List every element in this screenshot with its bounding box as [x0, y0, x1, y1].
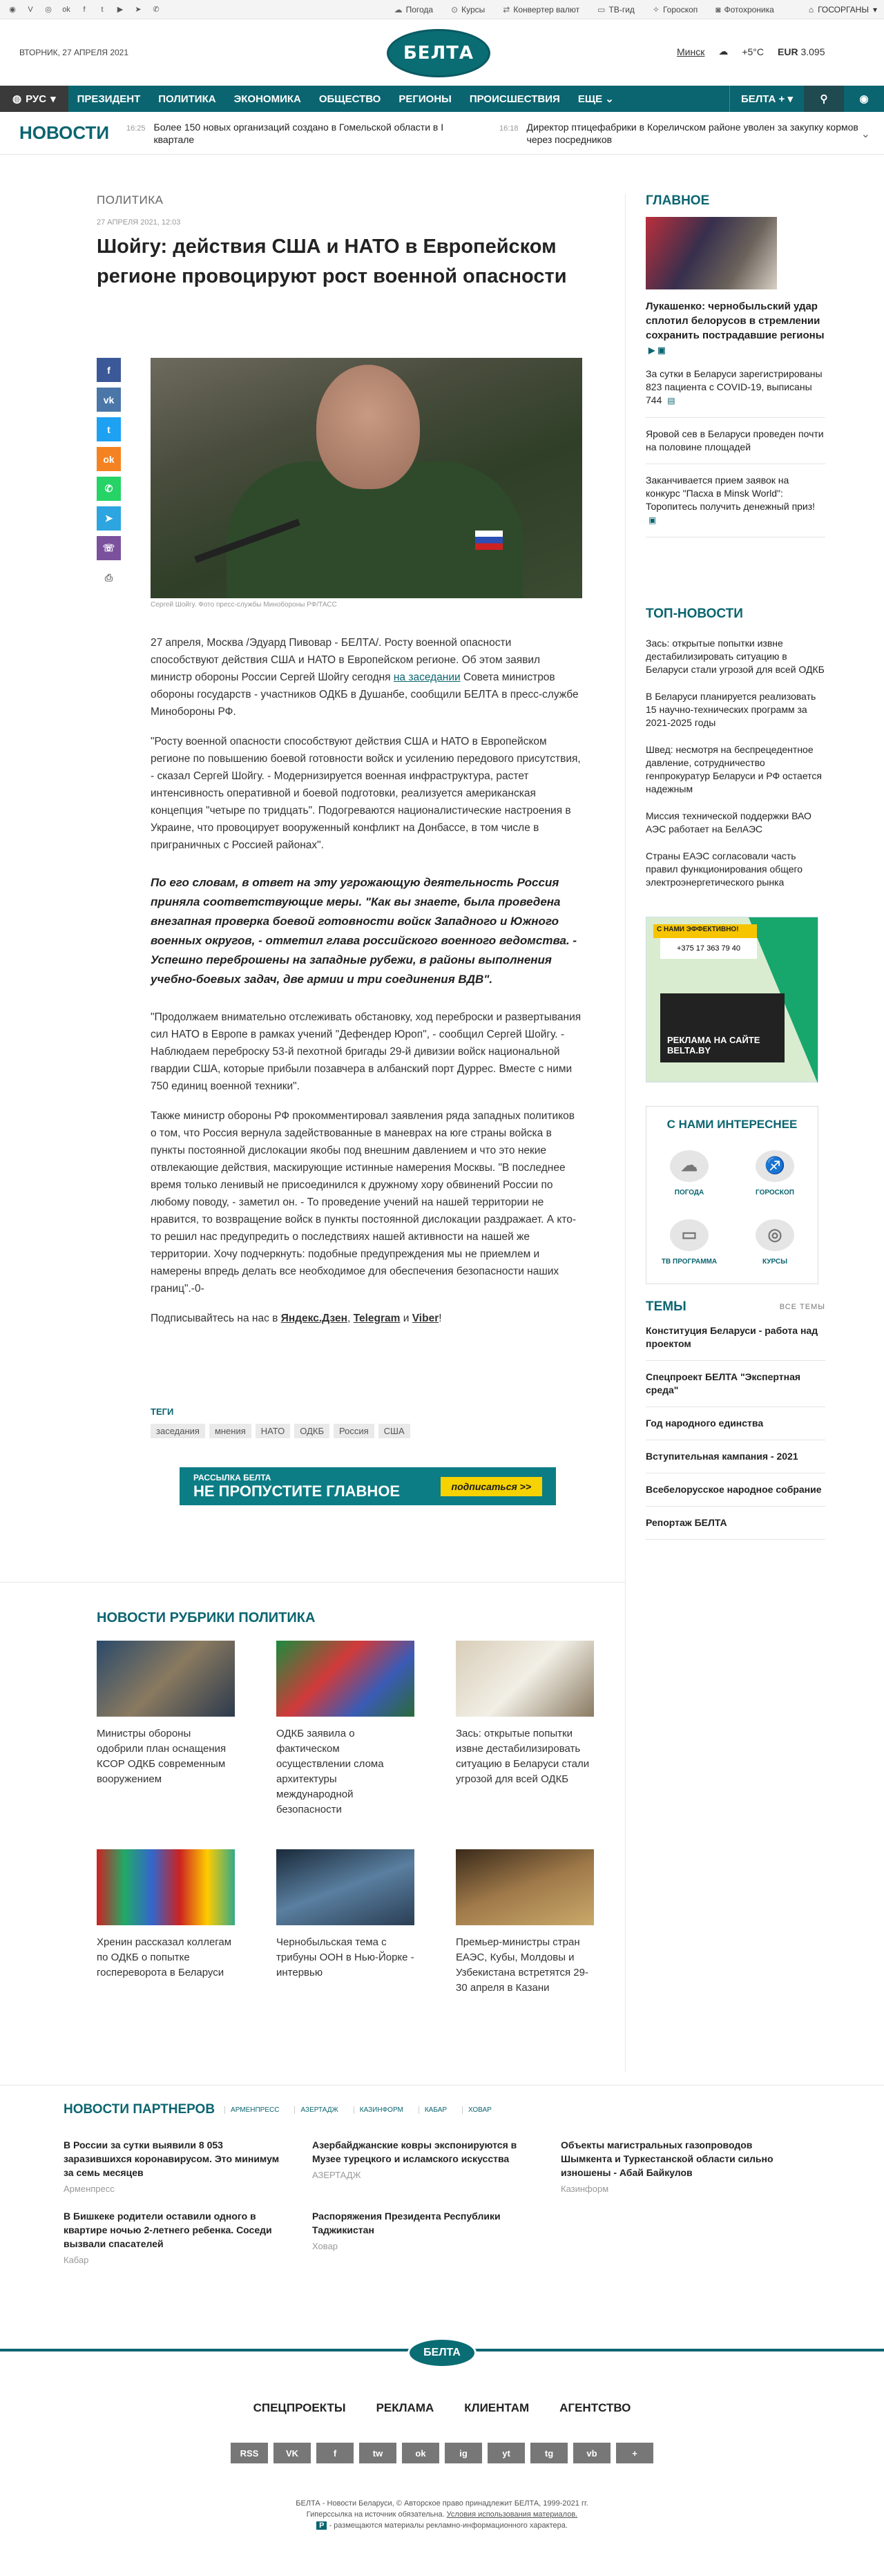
facebook-share-icon[interactable]: f: [97, 358, 121, 382]
card-title: ОДКБ заявила о фактическом осуществлении слома архитектуры международной безопасности: [276, 1728, 384, 1815]
chart-icon: ▤: [667, 396, 675, 406]
viber-link[interactable]: Viber: [412, 1313, 439, 1324]
top-news: [646, 607, 825, 896]
service-horoscope[interactable]: [732, 1138, 818, 1208]
cloud-icon: ☁: [394, 4, 403, 15]
card-title: Премьер-министры стран ЕАЭС, Кубы, Молдовы и Узбекистана встретятся 29-30 апреля в Казани: [456, 1936, 588, 1994]
weather-link-label: Погода: [405, 4, 434, 15]
tv-icon: ▭: [597, 4, 606, 15]
rubric-news-card[interactable]: [456, 1641, 594, 1817]
newsletter-banner[interactable]: [180, 1467, 556, 1505]
card-image: [97, 1849, 235, 1925]
main-news-heading: ГЛАВНОЕ: [646, 193, 710, 208]
print-icon[interactable]: ⎙: [97, 566, 121, 590]
partner-source[interactable]: КАЗИНФОРМ: [354, 2106, 409, 2114]
paragraph-text: Совета министров обороны государств - участников ОДКБ в Душанбе, сообщили БЕЛТА в пресс-службе Минобороны РФ.: [151, 671, 579, 718]
banner-line2: НЕ ПРОПУСТИТЕ ГЛАВНОЕ: [193, 1482, 401, 1500]
theme-item[interactable]: Конституция Беларуси - работа над проектом: [646, 1315, 825, 1361]
converter-link[interactable]: [503, 5, 579, 15]
accessibility-button[interactable]: [844, 86, 884, 112]
top-news-heading: ТОП-НОВОСТИ: [646, 607, 743, 621]
converter-link-label: Конвертер валют: [513, 4, 580, 15]
article-rubric[interactable]: ПОЛИТИКА: [97, 193, 164, 207]
viber-icon[interactable]: vb: [573, 2443, 611, 2463]
chevron-down-icon: ▾: [50, 93, 56, 105]
item-source: Казинформ: [561, 2184, 609, 2194]
main-news-item[interactable]: [646, 358, 825, 418]
chevron-down-icon: ▾: [872, 4, 877, 15]
all-themes-link[interactable]: ВСЕ ТЕМЫ: [779, 1303, 825, 1311]
coins-icon: ◎: [756, 1219, 794, 1251]
top-news-item[interactable]: В Беларуси планируется реализовать 15 научно-технических программ за 2021-2025 годы: [646, 691, 816, 728]
nav-more[interactable]: [569, 93, 623, 105]
card-image: [456, 1641, 594, 1717]
partner-source[interactable]: АРМЕНПРЕСС: [224, 2106, 285, 2114]
weather-link[interactable]: [394, 5, 434, 15]
vk-icon[interactable]: VK: [273, 2443, 311, 2463]
ad-mark: P: [316, 2521, 327, 2530]
services-widget: [646, 1106, 818, 1284]
tag[interactable]: НАТО: [256, 1424, 291, 1438]
item-title: В Бишкеке родители оставили одного в квартире ночью 2-летнего ребенка. Соседи вызвали спасателей: [64, 2211, 272, 2249]
service-label: ГОРОСКОП: [756, 1188, 794, 1196]
vk-share-icon[interactable]: vk: [97, 388, 121, 412]
service-tv[interactable]: [646, 1208, 732, 1277]
rubric-news-card[interactable]: [97, 1641, 235, 1817]
gov-menu-label: ГОСОРГАНЫ: [818, 4, 869, 15]
item-title: Объекты магистральных газопроводов Шымкента и Туркестанской области сильно изношены - Абай Байкулов: [561, 2139, 774, 2178]
theme-item[interactable]: Год народного единства: [646, 1407, 825, 1440]
ad-slogan: С НАМИ ЭФФЕКТИВНО!: [653, 924, 757, 938]
rubric-news-card[interactable]: [456, 1849, 594, 1996]
temperature: +5°C: [742, 46, 765, 57]
footer-link[interactable]: СПЕЦПРОЕКТЫ: [253, 2401, 346, 2414]
nav-society[interactable]: ОБЩЕСТВО: [318, 93, 381, 105]
tv-link[interactable]: [597, 5, 635, 15]
partner-news-item[interactable]: [312, 2209, 540, 2265]
eye-icon: ◉: [859, 93, 869, 105]
nav-economy[interactable]: ЭКОНОМИКА: [233, 93, 301, 105]
service-label: ТВ ПРОГРАММА: [661, 1257, 718, 1266]
youtube-icon[interactable]: yt: [488, 2443, 525, 2463]
ticker-time: 16:25: [126, 124, 146, 133]
main-nav: [0, 86, 884, 112]
current-date: ВТОРНИК, 27 АПРЕЛЯ 2021: [19, 48, 129, 57]
ticker-item[interactable]: [126, 121, 486, 146]
currency-widget[interactable]: [778, 46, 825, 57]
copyright-line: - размещаются материалы рекламно-информационного характера.: [327, 2521, 568, 2530]
footer-link[interactable]: КЛИЕНТАМ: [464, 2401, 530, 2414]
paragraph-text: 27 апреля, Москва /Эдуард Пивовар - БЕЛТА/. Росту военной опасности способствуют действия США и НАТО в Европейском регионе. Об этом заявил министр обороны России Сергей Шойгу сегодня: [151, 637, 541, 683]
partner-source[interactable]: АЗЕРТАДЖ: [294, 2106, 343, 2114]
telegram-icon[interactable]: tg: [530, 2443, 568, 2463]
ticker-text: Более 150 новых организаций создано в Гомельской области в I квартале: [153, 121, 444, 145]
telegram-link[interactable]: Telegram: [353, 1313, 401, 1324]
nav-president[interactable]: ПРЕЗИДЕНТ: [77, 93, 141, 105]
telegram-icon[interactable]: ➤: [135, 6, 142, 14]
top-service-links: [394, 5, 774, 15]
partner-source[interactable]: КАБАР: [419, 2106, 452, 2114]
rates-link-label: Курсы: [461, 4, 486, 15]
ticker-item[interactable]: [499, 121, 858, 146]
chevron-down-icon: ▾: [787, 93, 793, 105]
services-heading: С НАМИ ИНТЕРЕСНЕЕ: [666, 1118, 798, 1131]
service-rates[interactable]: [732, 1208, 818, 1277]
star-icon: ✧: [652, 4, 660, 15]
chevron-down-icon: ⌄: [605, 93, 614, 105]
ok-icon[interactable]: ok: [402, 2443, 439, 2463]
item-title: В России за сутки выявили 8 053 заразившихся коронавирусом. Это минимум за семь месяцев: [64, 2139, 280, 2178]
site-header: [0, 19, 884, 86]
ad-screen: РЕКЛАМА НА САЙТЕ BELTA.BY: [660, 993, 785, 1062]
share-buttons: [97, 358, 121, 590]
top-social-links: [7, 4, 162, 15]
partner-news-item[interactable]: [561, 2138, 789, 2194]
ok-icon[interactable]: ok: [62, 5, 70, 14]
article-paragraph: Также министр обороны РФ прокомментировал заявления ряда западных политиков о том, что Россия вернула задействованные в маневрах на юге страны войска в пункты постоянной дислокации якобы под внешним давлением и что это некие отвлекающие действия, маскирующие истинные намерения Москвы. "В последнее время только ленивый не присоединился к дружному хору обвинений России по любому поводу, - заметил он. - То проведение учений на нашей территории не нравится, то возвращение войск в пункты постоянной дислокации раздражает. А кто-то решил нас предупредить о последствиях нашей активности на нашей же территории. Хочу подчеркнуть: подобные предупреждения мы не приемлем и намерены впредь делать все необходимое для обеспечения безопасности наших границ".-0-: [151, 1110, 577, 1295]
service-label: КУРСЫ: [762, 1257, 787, 1266]
card-image: [276, 1849, 414, 1925]
plus-icon[interactable]: +: [616, 2443, 653, 2463]
ticker-text: Директор птицефабрики в Кореличском районе уволен за закупку кормов через посредников: [526, 121, 858, 145]
theme-item[interactable]: Репортаж БЕЛТА: [646, 1507, 825, 1540]
partner-news: [0, 2085, 884, 2265]
rubric-news: [0, 1582, 625, 1994]
copyright-line: Гиперссылка на источник обязательна.: [306, 2510, 447, 2519]
twitter-share-icon[interactable]: t: [97, 417, 121, 441]
photo-flag-patch: [475, 531, 503, 550]
themes-heading: ТЕМЫ: [646, 1299, 686, 1314]
rss-icon[interactable]: RSS: [231, 2443, 268, 2463]
themes: [646, 1299, 825, 1540]
terms-link[interactable]: Условия использования материалов.: [446, 2510, 578, 2519]
article: [97, 193, 594, 1324]
tag[interactable]: мнения: [209, 1424, 251, 1438]
instagram-icon[interactable]: ig: [445, 2443, 482, 2463]
article-paragraph: "Росту военной опасности способствуют действия США и НАТО в Европейском регионе по повышению боевой готовности войск и усилению передового присутствия, - сказал Сергей Шойгу. - Модернизируется военная инфраструктура, растет интенсивность оперативной и боевой подготовки, реализуется американская концепция "четыре по тридцать". Подогреваются националистические настроения в Украине, что провоцирует вооруженный конфликт на Донбассе, в том числе в приграничных с Россией районах".: [151, 736, 581, 851]
article-tags: [151, 1406, 410, 1438]
card-title: Чернобыльская тема с трибуны ООН в Нью-Йорке - интервью: [276, 1936, 414, 1978]
theme-item[interactable]: Спецпроект БЕЛТА "Экспертная среда": [646, 1361, 825, 1407]
footer-social: [0, 2443, 884, 2463]
tag[interactable]: Россия: [334, 1424, 374, 1438]
ad-banner[interactable]: [646, 917, 818, 1082]
item-text: Заканчивается прием заявок на конкурс "Пасха в Minsk World": Торопитесь получить денежный приз!: [646, 475, 816, 512]
partner-source[interactable]: ХОВАР: [462, 2106, 497, 2114]
partner-news-item[interactable]: [312, 2138, 540, 2194]
facebook-icon[interactable]: f: [316, 2443, 354, 2463]
theme-item[interactable]: Всебелорусское народное собрание: [646, 1473, 825, 1507]
currency-code: EUR: [778, 46, 798, 57]
main-news-lead[interactable]: [646, 299, 825, 358]
nav-more-label: ЕЩЕ: [577, 93, 603, 105]
belta-plus-menu[interactable]: [729, 86, 804, 112]
card-image: [276, 1641, 414, 1717]
photo-face: [316, 365, 420, 489]
viber-icon[interactable]: ✆: [153, 6, 160, 14]
article-paragraph: [151, 634, 582, 721]
meeting-link[interactable]: на заседании: [393, 671, 461, 683]
service-weather[interactable]: [646, 1138, 732, 1208]
currency-rate: 3.095: [800, 46, 825, 57]
partner-news-item[interactable]: [64, 2138, 291, 2194]
nav-regions[interactable]: РЕГИОНЫ: [398, 93, 452, 105]
top-bar: [0, 0, 884, 19]
viber-share-icon[interactable]: ☏: [97, 536, 121, 560]
telegram-share-icon[interactable]: ➤: [97, 506, 121, 531]
logo-text: БЕЛТА: [403, 43, 474, 64]
twitter-icon[interactable]: t: [101, 5, 104, 14]
horoscope-link[interactable]: [653, 5, 698, 15]
ticker-label[interactable]: НОВОСТИ: [19, 122, 110, 143]
column-divider: [625, 193, 626, 2072]
footer-link[interactable]: РЕКЛАМА: [376, 2401, 434, 2414]
site-footer: [0, 2349, 884, 2576]
card-title: Зась: открытые попытки извне дестабилизировать ситуацию в Беларуси стали угрозой для всей ОДКБ: [456, 1728, 590, 1785]
article-paragraph: "Продолжаем внимательно отслеживать обстановку, ход переброски и развертывания сил НАТО в Европе в рамках учений "Дефендер Юроп", - сообщил Сергей Шойгу. - Наблюдаем переброску 53-й пехотной бригады 29-й дивизии войск национальной гвардии США, которые прибыли позавчера в албанский порт Дуррес. Вместе с ними 750 единиц военной техники".: [151, 1011, 582, 1092]
video-icon: ▶: [648, 345, 655, 355]
footer-logo[interactable]: БЕЛТА: [407, 2338, 477, 2368]
coins-icon: ⊙: [451, 4, 459, 15]
camera-icon: ◙: [715, 4, 721, 15]
belta-plus-label: БЕЛТА +: [741, 93, 785, 105]
item-source: Кабар: [64, 2255, 89, 2265]
card-title: Хренин рассказал коллегам по ОДКБ о попытке госпереворота в Беларуси: [97, 1936, 232, 1978]
top-news-item[interactable]: Швед: несмотря на беспрецедентное давление, сотрудничество генпрокуратур Беларуси и РФ остается надежным: [646, 744, 823, 794]
banner-subscribe-button[interactable]: подписаться >>: [441, 1477, 542, 1496]
tag[interactable]: ОДКБ: [294, 1424, 329, 1438]
article-title: Шойгу: действия США и НАТО в Европейском регионе провоцируют рост военной опасности: [97, 236, 567, 287]
building-icon: ⌂: [808, 4, 814, 15]
tag[interactable]: США: [378, 1424, 410, 1438]
rubric-news-card[interactable]: [97, 1849, 235, 1996]
item-title: Распоряжения Президента Республики Таджикистан: [312, 2211, 501, 2235]
language-label: РУС: [26, 93, 47, 105]
tv-icon: ▭: [670, 1219, 709, 1251]
rss-icon[interactable]: ◉: [9, 6, 16, 14]
gov-menu[interactable]: [809, 5, 877, 15]
horoscope-icon: ♐: [756, 1150, 794, 1182]
twitter-icon[interactable]: tw: [359, 2443, 396, 2463]
subscribe-text: Подписывайтесь на нас в: [151, 1313, 281, 1324]
top-news-item[interactable]: Зась: открытые попытки извне дестабилизировать ситуацию в Беларуси стали угрозой для всей ОДКБ: [646, 638, 825, 675]
top-news-item[interactable]: Миссия технической поддержки ВАО АЭС работает на БелАЭС: [646, 810, 811, 834]
weather-icon: ☁: [670, 1150, 709, 1182]
zen-link[interactable]: Яндекс.Дзен: [280, 1313, 348, 1324]
tv-link-label: ТВ-гид: [608, 4, 635, 15]
theme-item[interactable]: Вступительная кампания - 2021: [646, 1440, 825, 1473]
item-text: За сутки в Беларуси зарегистрированы 823 пациента с COVID-19, выписаны 744: [646, 368, 823, 406]
main-news-item[interactable]: [646, 464, 825, 537]
tags-label: ТЕГИ: [151, 1406, 174, 1417]
site-logo[interactable]: [387, 29, 490, 77]
nav-incidents[interactable]: ПРОИСШЕСТВИЯ: [469, 93, 560, 105]
ticker-time: 16:18: [499, 124, 519, 133]
news-ticker: [0, 112, 884, 155]
partner-news-item[interactable]: [64, 2209, 291, 2265]
top-news-item[interactable]: Страны ЕАЭС согласовали часть правил функционирования общего электроэнергетического рынка: [646, 850, 803, 888]
facebook-icon[interactable]: f: [83, 5, 86, 14]
item-source: Ховар: [312, 2241, 338, 2251]
ok-share-icon[interactable]: ok: [97, 447, 121, 471]
service-label: ПОГОДА: [674, 1188, 704, 1196]
card-image: [97, 1641, 235, 1717]
photo-link[interactable]: [715, 5, 774, 15]
copyright: [0, 2498, 884, 2531]
tag[interactable]: заседания: [151, 1424, 205, 1438]
partner-news-heading: НОВОСТИ ПАРТНЕРОВ: [64, 2102, 215, 2117]
rubric-news-card[interactable]: [276, 1849, 414, 1996]
article-date: 27 АПРЕЛЯ 2021, 12:03: [97, 218, 181, 227]
main-news-item[interactable]: Яровой сев в Беларуси проведен почти на половине площадей: [646, 418, 825, 464]
copyright-line: БЕЛТА - Новости Беларуси, © Авторское право принадлежит БЕЛТА, 1999-2021 гг.: [296, 2499, 588, 2508]
banner-line1: РАССЫЛКА БЕЛТА: [193, 1472, 271, 1482]
photo-link-label: Фотохроника: [724, 4, 774, 15]
header-widgets: [677, 46, 825, 57]
city-selector[interactable]: Минск: [677, 46, 705, 57]
item-source: Арменпресс: [64, 2184, 115, 2194]
photo-icon: ▣: [648, 515, 657, 525]
cloud-sun-icon: ☁: [718, 46, 729, 57]
horoscope-link-label: Гороскоп: [662, 4, 698, 15]
photo-caption: Сергей Шойгу. Фото пресс-службы Минобороны РФ/ТАСС: [151, 601, 337, 609]
ad-phone: +375 17 363 79 40: [660, 938, 757, 959]
main-news-image[interactable]: [646, 217, 777, 289]
sidebar: [646, 193, 825, 1540]
card-title: Министры обороны одобрили план оснащения КСОР ОДКБ современным вооружением: [97, 1728, 227, 1785]
youtube-icon[interactable]: ▶: [117, 6, 124, 14]
item-source: АЗЕРТАДЖ: [312, 2170, 361, 2180]
search-button[interactable]: [804, 86, 844, 112]
subscribe-line: Подписывайтесь на нас в Яндекс.Дзен, Telegram и Viber!: [151, 1313, 442, 1324]
item-title: Азербайджанские ковры экспонируются в Музее турецкого и исламского искусства: [312, 2139, 517, 2164]
nav-politics[interactable]: ПОЛИТИКА: [158, 93, 216, 105]
main-news-lead-text: Лукашенко: чернобыльский удар сплотил белорусов в стремлении сохранить пострадавшие регионы: [646, 300, 825, 341]
language-selector[interactable]: [0, 86, 68, 112]
rates-link[interactable]: [451, 5, 485, 15]
article-photo: [151, 358, 582, 598]
vk-icon[interactable]: V: [28, 5, 33, 14]
photo-icon: ▣: [657, 345, 666, 355]
rubric-news-card[interactable]: [276, 1641, 414, 1817]
chevron-down-icon[interactable]: ⌄: [861, 128, 870, 140]
globe-icon: ◍: [12, 93, 22, 105]
article-body: [151, 634, 582, 1339]
footer-link[interactable]: АГЕНТСТВО: [559, 2401, 631, 2414]
card-image: [456, 1849, 594, 1925]
rubric-news-heading: НОВОСТИ РУБРИКИ ПОЛИТИКА: [97, 1610, 316, 1625]
search-icon: ⚲: [820, 93, 828, 105]
article-quote: По его словам, в ответ на эту угрожающую деятельность Россия приняла соответствующие меры. "Как вы знаете, была проведена внезапная проверка боевой готовности войск Западного и Южного военных округов, - отметил глава российского военного ведомства. - Успешно переброшены на западные рубежи, в районы выполнения учебно-боевых задач, две армии и три соединения ВДВ".: [151, 876, 577, 986]
whatsapp-share-icon[interactable]: ✆: [97, 477, 121, 501]
instagram-icon[interactable]: ◎: [45, 6, 52, 14]
exchange-icon: ⇄: [503, 4, 510, 15]
